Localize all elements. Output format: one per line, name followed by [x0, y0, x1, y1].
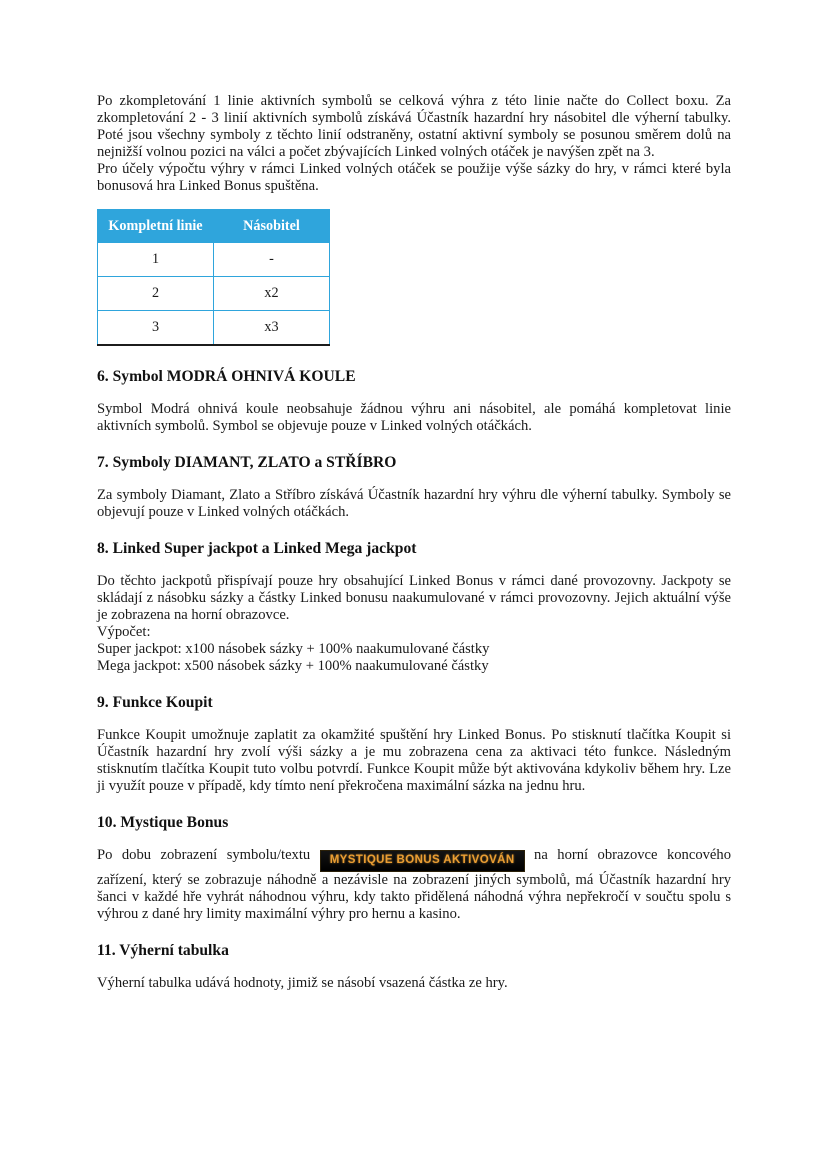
section-7-heading: 7. Symboly DIAMANT, ZLATO a STŘÍBRO [97, 454, 397, 471]
table-row [98, 243, 330, 277]
section-10-text-after-badge: na horní obrazovce koncového zařízení, který se zobrazuje náhodně a nezávisle na zobrazení jiných symbolů, má Účastník hazardní hry šanci v každé hře vyhrát náhodnou výhru, kdy takto přidělená náhodná výhra nepřekročí v součtu spolu s výhrou z dané hry limity maximální výhry pro hernu a kasino. [97, 847, 731, 922]
table-header-cell-nasobitel: Násobitel [214, 210, 330, 243]
section-10-paragraph [97, 847, 731, 923]
table-cell: 2 [98, 277, 214, 311]
multiplier-table [97, 209, 330, 346]
section-8-paragraph: Do těchto jackpotů přispívají pouze hry obsahující Linked Bonus v rámci dané provozovny. Jackpoty se skládají z násobku sázky a částky Linked bonusu naakumulované v rámci provozovny. Jejich aktuální výše je zobrazena na horní obrazovce. [97, 573, 731, 623]
section-10 [97, 814, 731, 923]
section-8-line-super-jackpot: Super jackpot: x100 násobek sázky + 100% naakumulované částky [97, 641, 490, 657]
section-11-paragraph: Výherní tabulka udává hodnoty, jimiž se násobí vsazená částka ze hry. [97, 975, 508, 991]
section-9 [97, 694, 731, 795]
section-8 [97, 540, 731, 675]
table-row [98, 311, 330, 346]
section-6-paragraph: Symbol Modrá ohnivá koule neobsahuje žádnou výhru ani násobitel, ale pomáhá kompletovat linie aktivních symbolů. Symbol se objevuje pouze v Linked volných otáčkách. [97, 401, 731, 434]
section-11-heading: 11. Výherní tabulka [97, 942, 229, 959]
section-8-line-vypocet: Výpočet: [97, 624, 151, 640]
section-10-text-before-badge: Po dobu zobrazení symbolu/textu [97, 847, 311, 863]
table-cell: - [214, 243, 330, 277]
multiplier-table-body [98, 243, 330, 346]
table-header-row [98, 210, 330, 243]
section-6 [97, 368, 731, 435]
intro-paragraph-2: Pro účely výpočtu výhry v rámci Linked volných otáček se použije výše sázky do hry, v rámci které byla bonusová hra Linked Bonus spuštěna. [97, 161, 731, 194]
section-8-heading: 8. Linked Super jackpot a Linked Mega jackpot [97, 540, 417, 557]
multiplier-table-head [98, 210, 330, 243]
section-9-heading: 9. Funkce Koupit [97, 694, 213, 711]
table-cell: 1 [98, 243, 214, 277]
section-9-paragraph: Funkce Koupit umožnuje zaplatit za okamžité spuštění hry Linked Bonus. Po stisknutí tlačítka Koupit si Účastník hazardní hry zvolí výši sázky a je mu zobrazena cena za aktivaci této funkce. Následným stisknutím tlačítka Koupit tuto volbu potvrdí. Funkce Koupit může být aktivována kdykoliv během hry. Lze ji využít pouze v případě, kdy tímto není překročena maximální sázka na jednu hru. [97, 727, 731, 794]
section-6-heading: 6. Symbol MODRÁ OHNIVÁ KOULE [97, 368, 356, 385]
mystique-bonus-activated-badge: MYSTIQUE BONUS AKTIVOVÁN [320, 850, 525, 872]
intro-paragraph-1: Po zkompletování 1 linie aktivních symbolů se celková výhra z této linie načte do Collect boxu. Za zkompletování 2 - 3 linií aktivních symbolů získává Účastník hazardní hry násobitel dle výherní tabulky. Poté jsou všechny symboly z těchto linií odstraněny, ostatní aktivní symboly se posunou směrem dolů na nejnižší volnou pozici na válci a počet zbývajících Linked volných otáček je navýšen zpět na 3. [97, 93, 731, 160]
table-cell: 3 [98, 311, 214, 346]
table-cell: x2 [214, 277, 330, 311]
section-7-paragraph: Za symboly Diamant, Zlato a Stříbro získává Účastník hazardní hry výhru dle výherní tabulky. Symboly se objevují pouze v Linked volných otáčkách. [97, 487, 731, 520]
section-10-heading: 10. Mystique Bonus [97, 814, 229, 831]
table-row [98, 277, 330, 311]
section-7 [97, 454, 731, 521]
section-8-line-mega-jackpot: Mega jackpot: x500 násobek sázky + 100% naakumulované částky [97, 658, 489, 674]
table-cell: x3 [214, 311, 330, 346]
table-header-cell-kompletni-linie: Kompletní linie [98, 210, 214, 243]
section-11 [97, 942, 731, 992]
